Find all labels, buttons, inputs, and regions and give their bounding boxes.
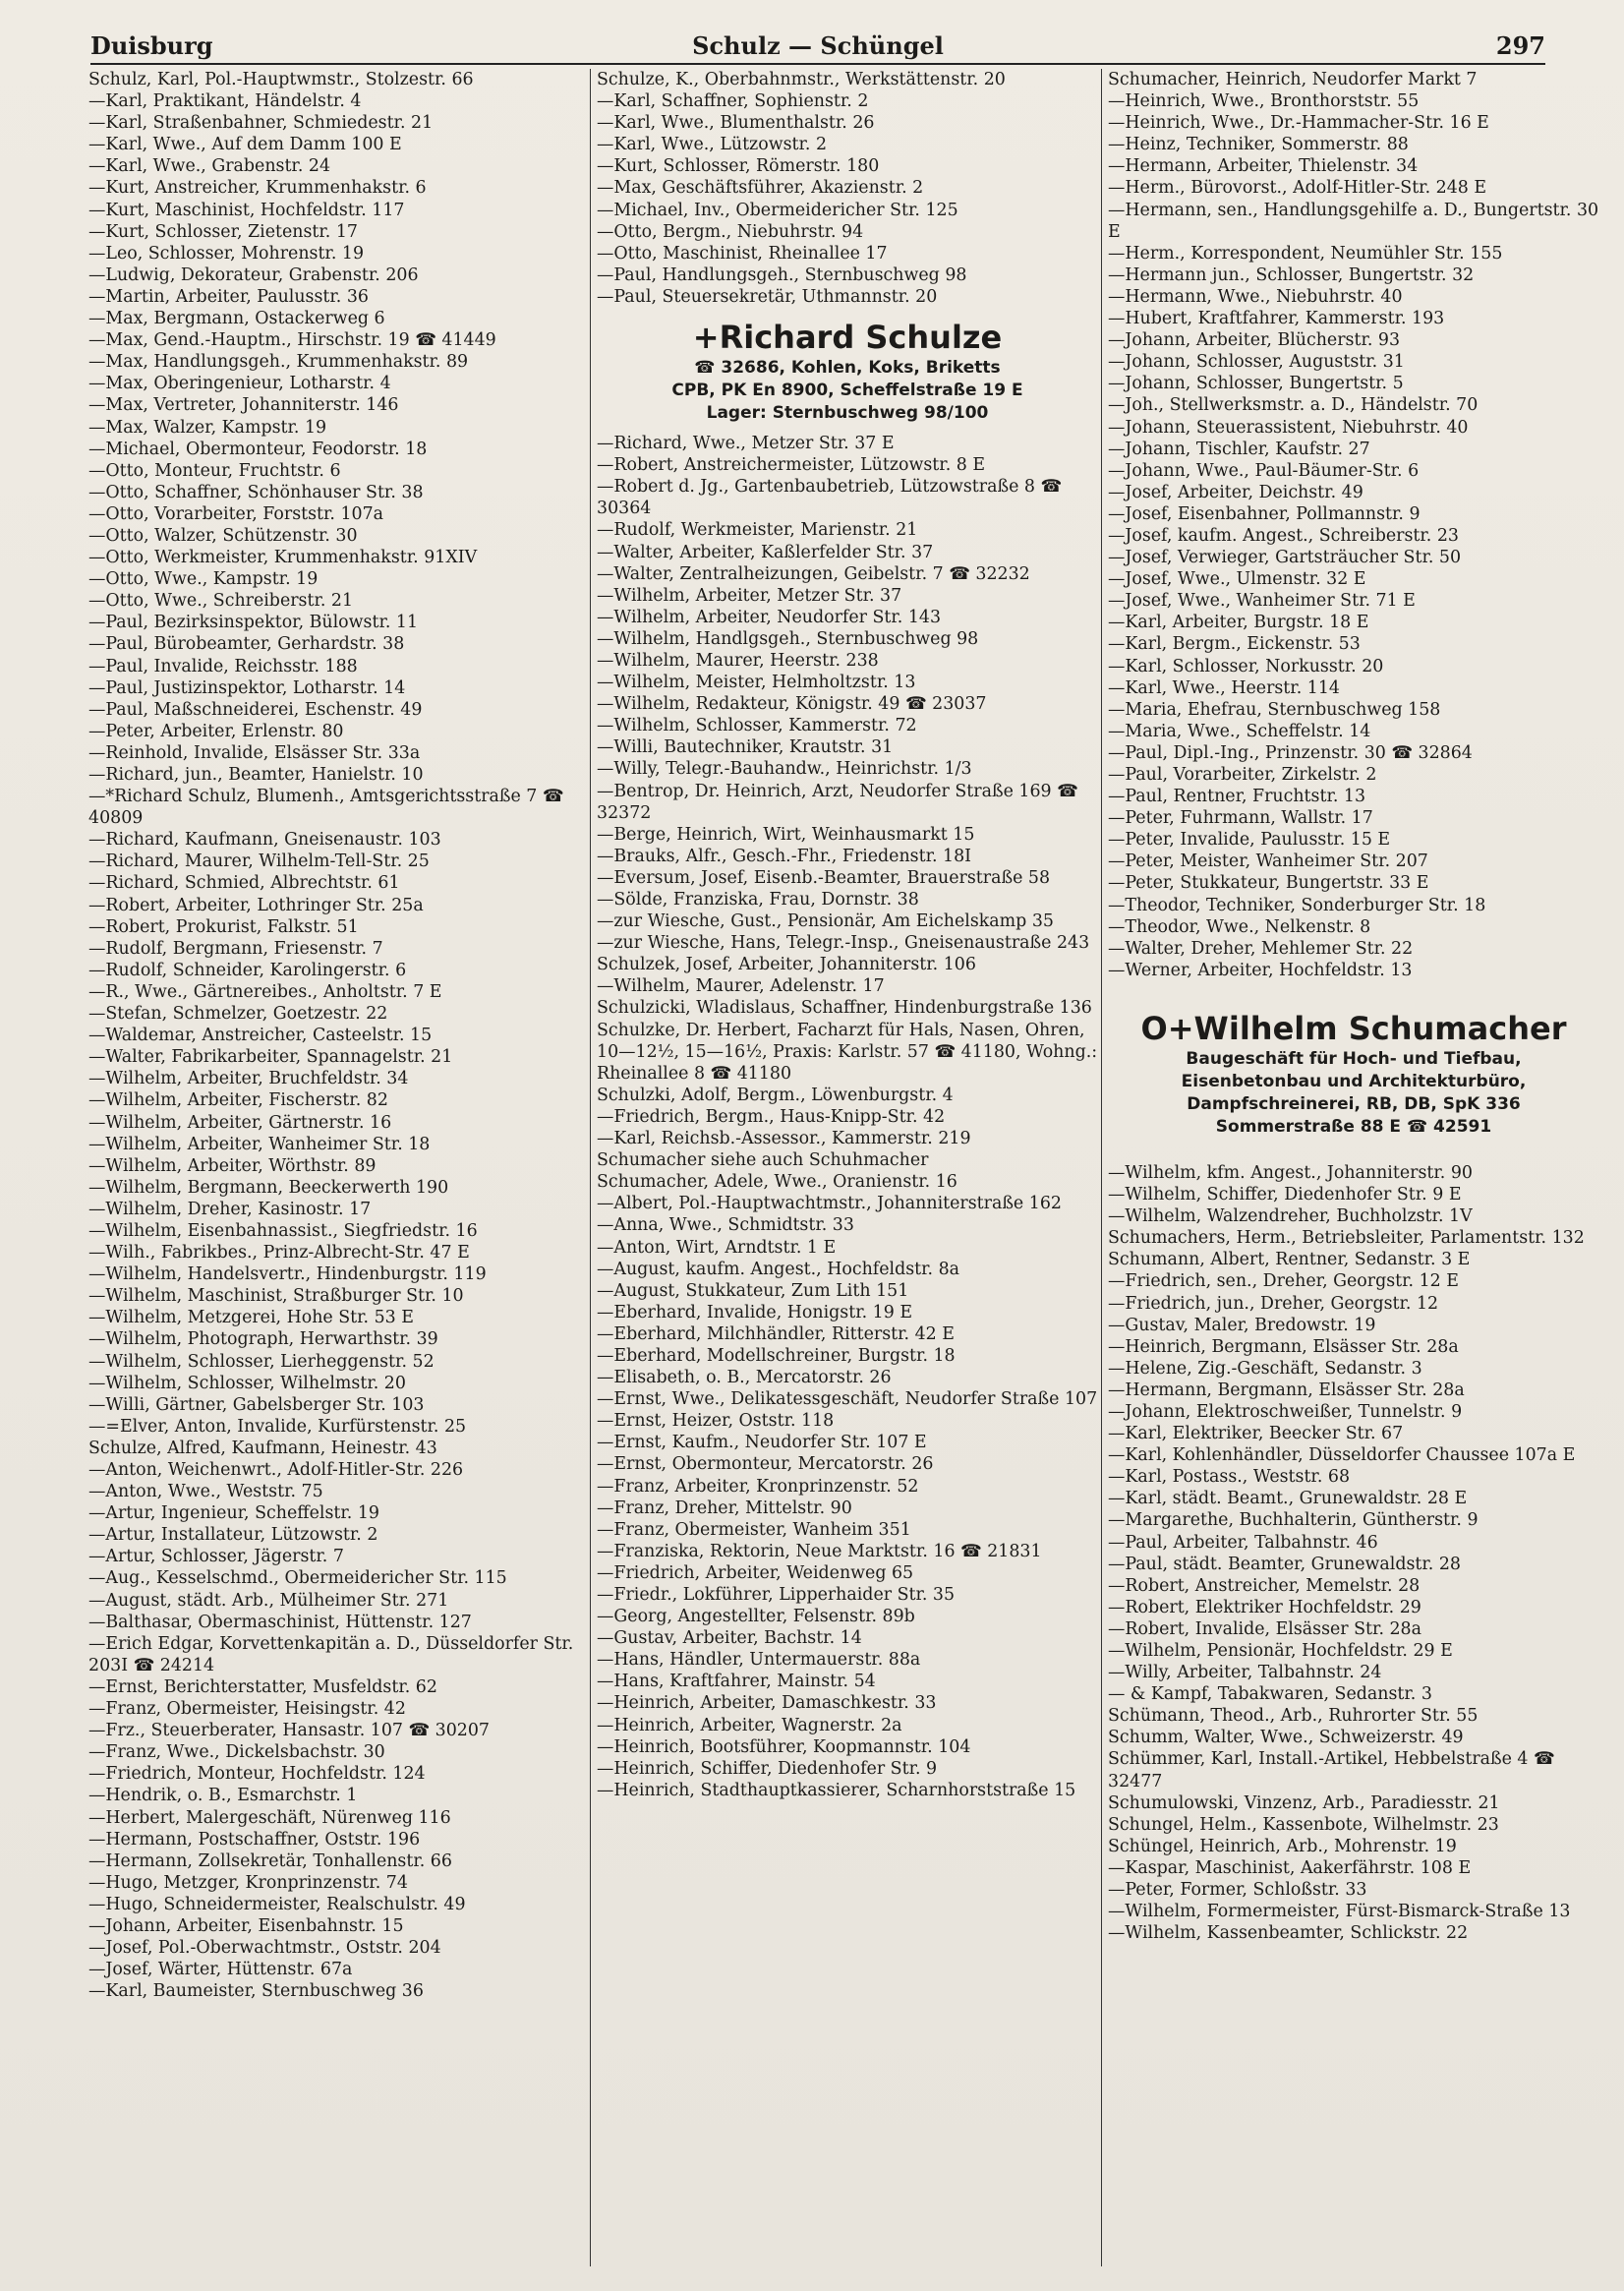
directory-entry: —Karl, Wwe., Blumenthalstr. 26: [597, 113, 875, 134]
directory-entry: —Robert d. Jg., Gartenbaubetrieb, Lützowstraße 8 ☎ 30364: [597, 477, 1063, 519]
directory-entry: —Paul, Justizinspektor, Lotharstr. 14: [88, 677, 406, 698]
directory-entry: Schümmer, Karl, Install.-Artikel, Hebbelstraße 4 ☎ 32477: [1108, 1749, 1555, 1792]
column-3: [1101, 69, 1599, 2266]
directory-entry: —Herbert, Malergeschäft, Nürenweg 116: [88, 1807, 451, 1828]
directory-entry: —Josef, Verwieger, Gartsträucher Str. 50: [1108, 548, 1462, 568]
directory-entry: —Josef, Wärter, Hüttenstr. 67a: [88, 1960, 353, 1980]
directory-entry: —Hendrik, o. B., Esmarchstr. 1: [88, 1786, 358, 1806]
directory-entry: —Wilhelm, Arbeiter, Neudorfer Str. 143: [597, 607, 942, 627]
directory-entry: —Robert, Elektriker Hochfeldstr. 29: [1108, 1597, 1421, 1617]
header-range: Schulz — Schüngel: [692, 31, 944, 60]
directory-entry: —Robert, Prokurist, Falkstr. 51: [88, 916, 359, 937]
directory-entry: —zur Wiesche, Hans, Telegr.-Insp., Gneisenaustraße 243: [597, 933, 1090, 954]
directory-entry: —Josef, kaufm. Angest., Schreiberstr. 23: [1108, 525, 1459, 546]
directory-entry: —Aug., Kesselschmd., Obermeidericher Str. 115: [88, 1568, 507, 1589]
directory-entry: —Peter, Fuhrmann, Wallstr. 17: [1108, 808, 1373, 829]
directory-entry: —Johann, Elektroschweißer, Tunnelstr. 9: [1108, 1401, 1463, 1422]
directory-entry: —Max, Geschäftsführer, Akazienstr. 2: [597, 178, 924, 199]
directory-entry: Schulzek, Josef, Arbeiter, Johanniterstr. 106: [597, 955, 976, 975]
directory-entry: —R., Wwe., Gärtnereibes., Anholtstr. 7 E: [88, 981, 442, 1002]
directory-entry: Schumann, Albert, Rentner, Sedanstr. 3 E: [1108, 1250, 1471, 1270]
directory-entry: —Wilh., Fabrikbes., Prinz-Albrecht-Str. 47 E: [88, 1243, 470, 1263]
ad-line: Dampfschreinerei, RB, DB, SpK 336: [1187, 1093, 1521, 1114]
directory-entry: —Richard, Schmied, Albrechtstr. 61: [88, 873, 400, 894]
directory-entry: —Karl, Arbeiter, Burgstr. 18 E: [1108, 613, 1369, 633]
directory-entry: —Wilhelm, Handlgsgeh., Sternbuschweg 98: [597, 628, 979, 649]
directory-entry: —Otto, Schaffner, Schönhauser Str. 38: [88, 482, 424, 502]
directory-entry: —Hermann jun., Schlosser, Bungertstr. 32: [1108, 264, 1475, 285]
directory-entry: —Wilhelm, Schlosser, Lierheggenstr. 52: [88, 1351, 435, 1372]
directory-entry: —Brauks, Alfr., Gesch.-Fhr., Friedenstr. 18I: [597, 846, 972, 866]
directory-entry: —Wilhelm, Maurer, Adelenstr. 17: [597, 976, 885, 997]
directory-entry: —Wilhelm, Maurer, Heerstr. 238: [597, 650, 879, 671]
directory-entry: —Johann, Arbeiter, Eisenbahnstr. 15: [88, 1915, 404, 1936]
directory-entry: —Berge, Heinrich, Wirt, Weinhausmarkt 15: [597, 824, 975, 845]
directory-entry: —Max, Vertreter, Johanniterstr. 146: [88, 395, 399, 416]
directory-entry: —Heinrich, Bergmann, Elsässer Str. 28a: [1108, 1336, 1459, 1357]
directory-entry: Schulz, Karl, Pol.-Hauptwmstr., Stolzestr. 66: [88, 70, 474, 89]
directory-entry: —Rudolf, Werkmeister, Marienstr. 21: [597, 520, 918, 541]
directory-entry: —Michael, Obermonteur, Feodorstr. 18: [88, 439, 428, 459]
directory-entry: —Wilhelm, Arbeiter, Fischerstr. 82: [88, 1090, 388, 1111]
directory-entry: —Otto, Werkmeister, Krummenhakstr. 91XIV: [88, 548, 478, 568]
directory-entry: —Wilhelm, Photograph, Herwarthstr. 39: [88, 1329, 438, 1350]
directory-entry: —Heinrich, Schiffer, Diedenhofer Str. 9: [597, 1758, 938, 1779]
directory-entry: —Friedrich, Bergm., Haus-Knipp-Str. 42: [597, 1106, 946, 1127]
directory-entry: —Paul, Invalide, Reichsstr. 188: [88, 656, 358, 676]
directory-entry: —Eberhard, Modellschreiner, Burgstr. 18: [597, 1345, 956, 1366]
directory-entry: —Johann, Tischler, Kaufstr. 27: [1108, 439, 1370, 459]
directory-entry: —Friedrich, Arbeiter, Weidenweg 65: [597, 1562, 914, 1583]
directory-entry: Schumacher siehe auch Schuhmacher: [597, 1150, 929, 1171]
directory-entry: —Paul, Bürobeamter, Gerhardstr. 38: [88, 634, 405, 655]
directory-entry: —Friedrich, sen., Dreher, Georgstr. 12 E: [1108, 1271, 1459, 1292]
directory-entry: —Hermann, Arbeiter, Thielenstr. 34: [1108, 156, 1419, 177]
directory-entry: —Karl, Wwe., Lützowstr. 2: [597, 135, 828, 155]
directory-entry: —Heinz, Techniker, Sommerstr. 88: [1108, 135, 1409, 155]
directory-entry: —Hermann, sen., Handlungsgehilfe a. D., Bungertstr. 30 E: [1108, 200, 1599, 242]
directory-entry: —Leo, Schlosser, Mohrenstr. 19: [88, 243, 365, 264]
directory-entry: —Bentrop, Dr. Heinrich, Arzt, Neudorfer Straße 169 ☎ 32372: [597, 781, 1078, 823]
directory-entry: —Walter, Fabrikarbeiter, Spannagelstr. 21: [88, 1047, 453, 1068]
directory-entry: —Paul, Arbeiter, Talbahnstr. 46: [1108, 1532, 1378, 1553]
directory-entry: Schüngel, Heinrich, Arb., Mohrenstr. 19: [1108, 1836, 1457, 1856]
directory-entry: —Max, Handlungsgeh., Krummenhakstr. 89: [88, 352, 469, 373]
directory-entry: Schulzicki, Wladislaus, Schaffner, Hindenburgstraße 136: [597, 998, 1092, 1019]
directory-entry: Schumachers, Herm., Betriebsleiter, Parlamentstr. 132: [1108, 1228, 1585, 1249]
directory-entry: —Karl, Bergm., Eickenstr. 53: [1108, 634, 1361, 655]
directory-entry: Schulze, K., Oberbahnmstr., Werkstättenstr. 20: [597, 70, 1006, 89]
directory-entry: —Wilhelm, Arbeiter, Wanheimer Str. 18: [88, 1134, 431, 1154]
directory-entry: —Richard, Maurer, Wilhelm-Tell-Str. 25: [88, 852, 430, 872]
directory-entry: —Ludwig, Dekorateur, Grabenstr. 206: [88, 264, 419, 285]
directory-entry: —Artur, Installateur, Lützowstr. 2: [88, 1525, 378, 1546]
directory-entry: —Paul, Steuersekretär, Uthmannstr. 20: [597, 286, 938, 307]
directory-entry: —Peter, Stukkateur, Bungertstr. 33 E: [1108, 873, 1429, 894]
directory-entry: —Wilhelm, Walzendreher, Buchholzstr. 1V: [1108, 1206, 1473, 1227]
directory-entry: —August, städt. Arb., Mülheimer Str. 271: [88, 1590, 449, 1611]
directory-entry: —Franz, Wwe., Dickelsbachstr. 30: [88, 1742, 385, 1763]
directory-entry: —Peter, Former, Schloßstr. 33: [1108, 1880, 1367, 1901]
directory-entry: —Paul, städt. Beamter, Grunewaldstr. 28: [1108, 1554, 1461, 1574]
directory-entry: —Hugo, Metzger, Kronprinzenstr. 74: [88, 1872, 408, 1893]
directory-entry: —Walter, Arbeiter, Kaßlerfelder Str. 37: [597, 542, 934, 562]
directory-entry: —Wilhelm, Pensionär, Hochfeldstr. 29 E: [1108, 1641, 1453, 1661]
directory-entry: —Heinrich, Bootsführer, Koopmannstr. 104: [597, 1736, 971, 1757]
directory-entry: —August, kaufm. Angest., Hochfeldstr. 8a: [597, 1259, 960, 1279]
directory-entry: —Hermann, Postschaffner, Oststr. 196: [88, 1829, 421, 1850]
directory-entry: —Josef, Wwe., Wanheimer Str. 71 E: [1108, 591, 1416, 612]
directory-entry: —Maria, Ehefrau, Sternbuschweg 158: [1108, 699, 1441, 720]
directory-entry: —Michael, Inv., Obermeidericher Str. 125: [597, 200, 958, 220]
directory-entry: —Artur, Schlosser, Jägerstr. 7: [88, 1547, 344, 1567]
directory-entry: —Max, Gend.-Hauptm., Hirschstr. 19 ☎ 41449: [88, 330, 496, 351]
directory-entry: —Karl, Wwe., Auf dem Damm 100 E: [88, 135, 402, 155]
directory-entry: —Ernst, Heizer, Oststr. 118: [597, 1411, 835, 1432]
directory-entry: —Franz, Obermeister, Wanheim 351: [597, 1519, 911, 1540]
directory-entry: — & Kampf, Tabakwaren, Sedanstr. 3: [1108, 1684, 1432, 1705]
directory-entry: —Karl, städt. Beamt., Grunewaldstr. 28 E: [1108, 1489, 1468, 1509]
directory-entry: —Karl, Praktikant, Händelstr. 4: [88, 91, 362, 112]
directory-entry: —Josef, Wwe., Ulmenstr. 32 E: [1108, 569, 1366, 590]
column-1: [88, 69, 580, 2266]
directory-entry: Schumacher, Heinrich, Neudorfer Markt 7: [1108, 70, 1478, 89]
directory-entry: —Max, Walzer, Kampstr. 19: [88, 417, 327, 438]
directory-entry: —Paul, Vorarbeiter, Zirkelstr. 2: [1108, 765, 1377, 785]
directory-entry: —Heinrich, Wwe., Bronthorststr. 55: [1108, 91, 1420, 112]
ad-line: CPB, PK En 8900, Scheffelstraße 19 E: [671, 381, 1023, 401]
directory-entry: —Wilhelm, kfm. Angest., Johanniterstr. 90: [1108, 1162, 1473, 1183]
directory-entry: —Otto, Vorarbeiter, Forststr. 107a: [88, 503, 384, 524]
directory-entry: —Kurt, Anstreicher, Krummenhakstr. 6: [88, 178, 427, 199]
directory-entry: —Ernst, Kaufm., Neudorfer Str. 107 E: [597, 1433, 927, 1453]
directory-entry: —Sölde, Franziska, Frau, Dornstr. 38: [597, 890, 919, 910]
directory-entry: —Johann, Schlosser, Auguststr. 31: [1108, 352, 1405, 373]
directory-entry: —Eberhard, Invalide, Honigstr. 19 E: [597, 1302, 913, 1322]
directory-entry: —Ernst, Obermonteur, Mercatorstr. 26: [597, 1454, 934, 1475]
directory-entry: Schumm, Walter, Wwe., Schweizerstr. 49: [1108, 1728, 1464, 1748]
directory-entry: —Joh., Stellwerksmstr. a. D., Händelstr. 70: [1108, 395, 1479, 416]
column-2: [590, 69, 1098, 2266]
directory-entry: —Herm., Korrespondent, Neumühler Str. 155: [1108, 243, 1503, 264]
directory-entry: —Kurt, Schlosser, Römerstr. 180: [597, 156, 880, 177]
directory-entry: —Richard, jun., Beamter, Hanielstr. 10: [88, 765, 424, 785]
directory-entry: —Eberhard, Milchhändler, Ritterstr. 42 E: [597, 1323, 955, 1344]
directory-entry: —Wilhelm, Schlosser, Kammerstr. 72: [597, 716, 917, 736]
directory-entry: —Maria, Wwe., Scheffelstr. 14: [1108, 721, 1371, 741]
directory-entry: —Wilhelm, Meister, Helmholtzstr. 13: [597, 673, 916, 693]
directory-entry: —Anton, Wirt, Arndtstr. 1 E: [597, 1237, 837, 1258]
directory-entry: —Johann, Steuerassistent, Niebuhrstr. 40: [1108, 417, 1469, 438]
directory-entry: —Wilhelm, Arbeiter, Wörthstr. 89: [88, 1155, 377, 1176]
directory-entry: —Helene, Zig.-Geschäft, Sedanstr. 3: [1108, 1358, 1422, 1379]
directory-entry: —Hermann, Wwe., Niebuhrstr. 40: [1108, 286, 1403, 307]
directory-entry: —Paul, Handlungsgeh., Sternbuschweg 98: [597, 264, 967, 285]
advertisement-wilhelm-schumacher: [1108, 1009, 1599, 1139]
ad-line: Sommerstraße 88 E ☎ 42591: [1215, 1116, 1492, 1137]
directory-entry: —Wilhelm, Arbeiter, Gärtnerstr. 16: [88, 1112, 392, 1133]
directory-entry: —Willy, Arbeiter, Talbahnstr. 24: [1108, 1663, 1382, 1683]
directory-entry: —Hans, Händler, Untermauerstr. 88a: [597, 1650, 921, 1671]
ad-line: Eisenbetonbau und Architekturbüro,: [1181, 1071, 1527, 1091]
directory-entry: —Richard, Kaufmann, Gneisenaustr. 103: [88, 830, 441, 851]
directory-entry: —Hubert, Kraftfahrer, Kammerstr. 193: [1108, 309, 1445, 329]
directory-entry: —Wilhelm, Maschinist, Straßburger Str. 10: [88, 1286, 464, 1307]
directory-entry: —Franz, Obermeister, Heisingstr. 42: [88, 1699, 406, 1720]
directory-entry: Schulzki, Adolf, Bergm., Löwenburgstr. 4: [597, 1085, 954, 1105]
directory-entry: —Hermann, Zollsekretär, Tonhallenstr. 66: [88, 1850, 452, 1871]
directory-entry: —Wilhelm, Eisenbahnassist., Siegfriedstr. 16: [88, 1220, 478, 1241]
directory-entry: —Heinrich, Stadthauptkassierer, Scharnhorststraße 15: [597, 1780, 1076, 1800]
ad-line: ☎ 32686, Kohlen, Koks, Briketts: [694, 358, 1001, 379]
directory-entry: —Karl, Reichsb.-Assessor., Kammerstr. 219: [597, 1129, 971, 1149]
directory-entry: —Rudolf, Bergmann, Friesenstr. 7: [88, 938, 383, 959]
directory-entry: —Martin, Arbeiter, Paulusstr. 36: [88, 286, 369, 307]
directory-entry: —Stefan, Schmelzer, Goetzestr. 22: [88, 1004, 388, 1025]
directory-entry: —*Richard Schulz, Blumenh., Amtsgerichtsstraße 7 ☎ 40809: [88, 787, 564, 829]
directory-entry: —Paul, Dipl.-Ing., Prinzenstr. 30 ☎ 32864: [1108, 742, 1473, 763]
directory-entry: —Robert, Arbeiter, Lothringer Str. 25a: [88, 895, 424, 915]
directory-entry: —Hans, Kraftfahrer, Mainstr. 54: [597, 1672, 876, 1692]
directory-entry: —Heinrich, Arbeiter, Wagnerstr. 2a: [597, 1715, 902, 1735]
ad-line: Baugeschäft für Hoch- und Tiefbau,: [1186, 1048, 1522, 1069]
directory-entry: —Friedrich, Monteur, Hochfeldstr. 124: [88, 1764, 426, 1785]
directory-entry: —Richard, Wwe., Metzer Str. 37 E: [597, 434, 895, 454]
directory-entry: —Willy, Telegr.-Bauhandw., Heinrichstr. 1/3: [597, 759, 972, 780]
directory-entry: —Anton, Wwe., Weststr. 75: [88, 1482, 323, 1502]
directory-entry: —Karl, Elektriker, Beecker Str. 67: [1108, 1424, 1404, 1444]
directory-entry: —Heinrich, Wwe., Dr.-Hammacher-Str. 16 E: [1108, 113, 1489, 134]
directory-entry: —Anna, Wwe., Schmidtstr. 33: [597, 1215, 854, 1236]
directory-entry: —Johann, Arbeiter, Blücherstr. 93: [1108, 330, 1401, 351]
directory-entry: —Josef, Eisenbahner, Pollmannstr. 9: [1108, 503, 1421, 524]
directory-entry: —Wilhelm, Schiffer, Diedenhofer Str. 9 E: [1108, 1185, 1462, 1205]
directory-entry: —Eversum, Josef, Eisenb.-Beamter, Brauerstraße 58: [597, 867, 1051, 888]
directory-entry: —August, Stukkateur, Zum Lith 151: [597, 1280, 909, 1301]
directory-entry: —Robert, Invalide, Elsässer Str. 28a: [1108, 1618, 1421, 1639]
directory-entry: —Karl, Schlosser, Norkusstr. 20: [1108, 656, 1384, 676]
directory-entry: —Karl, Postass., Weststr. 68: [1108, 1467, 1351, 1488]
directory-entry: —Paul, Rentner, Fruchtstr. 13: [1108, 787, 1366, 807]
directory-entry: —Peter, Invalide, Paulusstr. 15 E: [1108, 830, 1391, 851]
directory-entry: —Paul, Bezirksinspektor, Bülowstr. 11: [88, 613, 419, 633]
directory-entry: —Ernst, Berichterstatter, Musfeldstr. 62: [88, 1676, 437, 1697]
directory-entry: —Peter, Arbeiter, Erlenstr. 80: [88, 721, 344, 741]
directory-entry: —Max, Oberingenieur, Lotharstr. 4: [88, 374, 391, 394]
directory-entry: —Ernst, Wwe., Delikatessgeschäft, Neudorfer Straße 107: [597, 1389, 1098, 1410]
directory-entry: —Hugo, Schneidermeister, Realschulstr. 49: [88, 1894, 466, 1914]
directory-entry: —Robert, Anstreicher, Memelstr. 28: [1108, 1575, 1421, 1596]
directory-entry: —Karl, Schaffner, Sophienstr. 2: [597, 91, 869, 112]
directory-entry: —Willi, Bautechniker, Krautstr. 31: [597, 737, 894, 758]
column-3-entries-bottom: [1108, 1162, 1599, 1944]
directory-entry: —Otto, Walzer, Schützenstr. 30: [88, 525, 358, 546]
directory-entry: —Wilhelm, Metzgerei, Hohe Str. 53 E: [88, 1308, 414, 1328]
directory-entry: —Balthasar, Obermaschinist, Hüttenstr. 127: [88, 1612, 472, 1632]
page-number: 297: [1495, 31, 1545, 60]
directory-entry: —Margarethe, Buchhalterin, Güntherstr. 9: [1108, 1510, 1479, 1531]
directory-entry: —Albert, Pol.-Hauptwachtmstr., Johanniterstraße 162: [597, 1194, 1062, 1214]
directory-entry: —Hermann, Bergmann, Elsässer Str. 28a: [1108, 1380, 1465, 1400]
directory-entry: —Herm., Bürovorst., Adolf-Hitler-Str. 248 E: [1108, 178, 1487, 199]
directory-entry: —Reinhold, Invalide, Elsässer Str. 33a: [88, 742, 421, 763]
directory-entry: —Peter, Meister, Wanheimer Str. 207: [1108, 852, 1428, 872]
directory-entry: —Gustav, Arbeiter, Bachstr. 14: [597, 1628, 862, 1649]
directory-entry: —Willi, Gärtner, Gabelsberger Str. 103: [88, 1394, 425, 1415]
directory-entry: Schungel, Helm., Kassenbote, Wilhelmstr. 23: [1108, 1814, 1499, 1835]
directory-entry: Schumacher, Adele, Wwe., Oranienstr. 16: [597, 1172, 957, 1193]
directory-entry: —Otto, Wwe., Kampstr. 19: [88, 569, 319, 590]
directory-entry: —Anton, Weichenwrt., Adolf-Hitler-Str. 226: [88, 1460, 464, 1480]
directory-entry: —Wilhelm, Schlosser, Wilhelmstr. 20: [88, 1373, 406, 1393]
ad-line: Lager: Sternbuschweg 98/100: [706, 403, 989, 424]
directory-entry: —Max, Bergmann, Ostackerweg 6: [88, 309, 385, 329]
directory-entry: —Wilhelm, Redakteur, Königstr. 49 ☎ 23037: [597, 694, 987, 715]
directory-entry: —Karl, Straßenbahner, Schmiedestr. 21: [88, 113, 434, 134]
directory-entry: —Wilhelm, Arbeiter, Bruchfeldstr. 34: [88, 1069, 409, 1089]
directory-entry: —Walter, Dreher, Mehlemer Str. 22: [1108, 938, 1414, 959]
header-city: Duisburg: [90, 31, 213, 60]
directory-entry: —Georg, Angestellter, Felsenstr. 89b: [597, 1607, 915, 1627]
column-3-entries-top: [1108, 69, 1599, 981]
directory-entry: —Karl, Wwe., Heerstr. 114: [1108, 677, 1340, 698]
directory-entry: —Franz, Dreher, Mittelstr. 90: [597, 1498, 852, 1518]
ad-title: +Richard Schulze: [692, 319, 1003, 357]
directory-entry: —Gustav, Maler, Bredowstr. 19: [1108, 1315, 1376, 1335]
directory-entry: —Otto, Wwe., Schreiberstr. 21: [88, 591, 354, 612]
directory-entry: —Karl, Baumeister, Sternbuschweg 36: [88, 1981, 424, 2002]
directory-entry: —Johann, Schlosser, Bungertstr. 5: [1108, 374, 1404, 394]
directory-entry: —Theodor, Wwe., Nelkenstr. 8: [1108, 916, 1371, 937]
directory-entry: —Karl, Kohlenhändler, Düsseldorfer Chaussee 107a E: [1108, 1445, 1576, 1466]
directory-entry: —Otto, Maschinist, Rheinallee 17: [597, 243, 888, 264]
advertisement-richard-schulze: [597, 318, 1098, 425]
directory-entry: —Wilhelm, Handelsvertr., Hindenburgstr. 119: [88, 1264, 487, 1285]
directory-entry: —Heinrich, Arbeiter, Damaschkestr. 33: [597, 1693, 937, 1714]
directory-entry: —zur Wiesche, Gust., Pensionär, Am Eichelskamp 35: [597, 911, 1054, 932]
directory-entry: —Karl, Wwe., Grabenstr. 24: [88, 156, 331, 177]
directory-entry: —Walter, Zentralheizungen, Geibelstr. 7 ☎ 32232: [597, 563, 1030, 584]
directory-entry: —Wilhelm, Arbeiter, Metzer Str. 37: [597, 585, 902, 606]
directory-entry: —Friedrich, jun., Dreher, Georgstr. 12: [1108, 1293, 1439, 1314]
directory-entry: —Artur, Ingenieur, Scheffelstr. 19: [88, 1503, 379, 1524]
directory-entry: —Kaspar, Maschinist, Aakerfährstr. 108 E: [1108, 1857, 1472, 1878]
directory-entry: —Werner, Arbeiter, Hochfeldstr. 13: [1108, 960, 1413, 980]
directory-entry: Schumulowski, Vinzenz, Arb., Paradiesstr. 21: [1108, 1792, 1500, 1813]
directory-entry: —Robert, Anstreichermeister, Lützowstr. 8 E: [597, 455, 986, 476]
directory-entry: —Friedr., Lokführer, Lipperhaider Str. 35: [597, 1585, 956, 1605]
directory-entry: Schümann, Theod., Arb., Ruhrorter Str. 55: [1108, 1706, 1479, 1727]
directory-entry: —Waldemar, Anstreicher, Casteelstr. 15: [88, 1026, 433, 1046]
directory-entry: —Elisabeth, o. B., Mercatorstr. 26: [597, 1368, 892, 1388]
directory-entry: —Rudolf, Schneider, Karolingerstr. 6: [88, 960, 407, 980]
directory-entry: —Paul, Maßschneiderei, Eschenstr. 49: [88, 699, 423, 720]
directory-entry: —Kurt, Schlosser, Zietenstr. 17: [88, 221, 358, 242]
directory-entry: —Josef, Pol.-Oberwachtmstr., Oststr. 204: [88, 1938, 441, 1959]
directory-entry: Schulzke, Dr. Herbert, Facharzt für Hals, Nasen, Ohren, 10—12½, 15—16½, Praxis: Karlstr. 57 ☎ 41180, Wohng.: Rheinallee 8 ☎ 41180: [597, 1020, 1098, 1084]
directory-entry: —Otto, Monteur, Fruchtstr. 6: [88, 460, 341, 481]
directory-entry: —Frz., Steuerberater, Hansastr. 107 ☎ 30207: [88, 1721, 490, 1741]
page-header: [90, 29, 1545, 65]
column-2-entries-bottom: [597, 433, 1098, 1801]
directory-entry: —Theodor, Techniker, Sonderburger Str. 18: [1108, 895, 1486, 915]
directory-entry: Schulze, Alfred, Kaufmann, Heinestr. 43: [88, 1438, 437, 1458]
ad-title: O+Wilhelm Schumacher: [1140, 1009, 1567, 1047]
directory-entry: —Johann, Wwe., Paul-Bäumer-Str. 6: [1108, 460, 1420, 481]
directory-entry: —Kurt, Maschinist, Hochfeldstr. 117: [88, 200, 405, 220]
directory-entry: —Wilhelm, Formermeister, Fürst-Bismarck-Straße 13: [1108, 1902, 1571, 1922]
directory-entry: —Otto, Bergm., Niebuhrstr. 94: [597, 221, 864, 242]
directory-entry: —Josef, Arbeiter, Deichstr. 49: [1108, 482, 1363, 502]
directory-entry: —Wilhelm, Bergmann, Beeckerwerth 190: [88, 1177, 449, 1198]
directory-entry: —Wilhelm, Dreher, Kasinostr. 17: [88, 1199, 372, 1219]
directory-entry: —=Elver, Anton, Invalide, Kurfürstenstr. 25: [88, 1416, 467, 1437]
directory-entry: —Wilhelm, Kassenbeamter, Schlickstr. 22: [1108, 1923, 1469, 1944]
column-2-entries-top: [597, 69, 1098, 308]
directory-entry: —Franziska, Rektorin, Neue Marktstr. 16 ☎ 21831: [597, 1541, 1042, 1561]
directory-entry: —Erich Edgar, Korvettenkapitän a. D., Düsseldorfer Str. 203I ☎ 24214: [88, 1633, 574, 1675]
directory-entry: —Franz, Arbeiter, Kronprinzenstr. 52: [597, 1476, 919, 1497]
